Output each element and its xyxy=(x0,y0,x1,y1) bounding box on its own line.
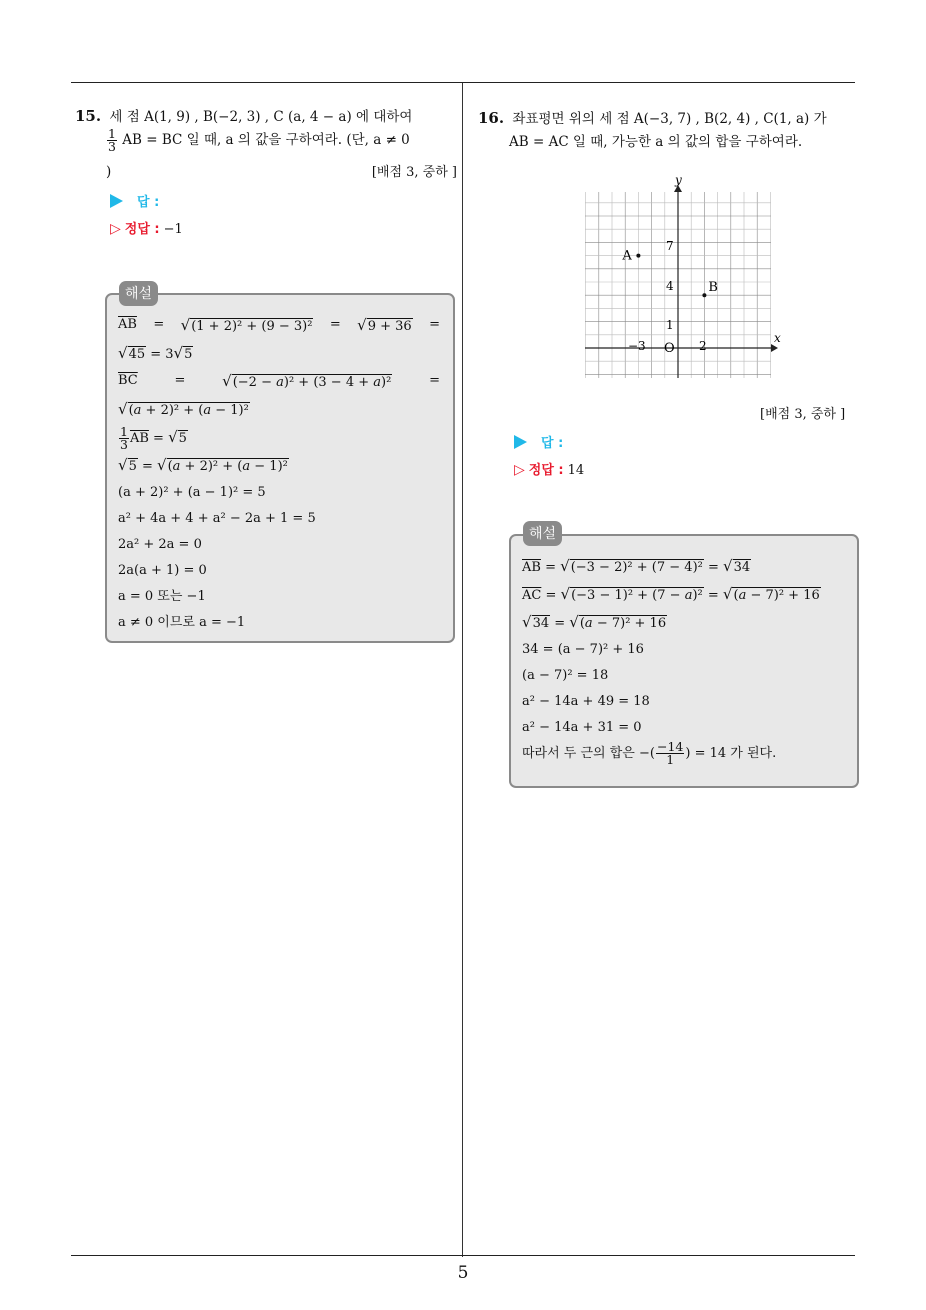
solution-line: $\overline{AC} = √(-3 - 1)^2 + (7 - a)^2 = √(a - 7)^2 + 16$ xyxy=(522,585,820,603)
solution-line: a² + 4a + 4 + a² − 2a + 1 = 5 xyxy=(118,511,316,526)
x-axis xyxy=(585,344,778,352)
bottom-rule xyxy=(71,1255,855,1256)
tick-label-x-neg3: −3 xyxy=(628,339,646,353)
correct-label: 정답 : xyxy=(528,463,564,478)
question-condition: AB = BC 일 때, a 의 값을 구하여라. (단, a ≠ 0 xyxy=(122,132,410,148)
coordinate-graph xyxy=(575,172,785,382)
tick-label-y-4: 4 xyxy=(666,279,674,293)
point-label-b: B xyxy=(708,280,718,296)
solution-line: $\overline{AB}$ = √(1 + 2)² + (9 − 3)² = √9 + 36 = xyxy=(118,316,440,334)
answer-label: 답 : xyxy=(137,195,160,210)
solution-line: $\overline{AB} = √(-3 - 2)^2 + (7 - 4)^2 = √34$ xyxy=(522,557,751,575)
answer-label: 답 : xyxy=(541,436,564,451)
page-number: 5 xyxy=(457,1263,469,1283)
solution-line: (a − 7)² = 18 xyxy=(522,668,609,683)
correct-answer-row xyxy=(514,459,584,478)
solution-line: 2a(a + 1) = 0 xyxy=(118,563,207,578)
solution-line: $\frac{1}{3}$ $\overline{AB} = √5$ xyxy=(120,424,187,452)
question-number: 16. xyxy=(478,109,505,127)
question-text-line1: 세 점 A(1, 9) , B(−2, 3) , C (a, 4 − a) 에 대하여 xyxy=(109,109,413,125)
solution-line: a² − 14a + 49 = 18 xyxy=(522,694,650,709)
score-label: [배점 3, 중하 ] xyxy=(760,407,846,422)
correct-label: 정답 : xyxy=(124,222,160,237)
solution-line: √(a + 2)² + (a − 1)² xyxy=(118,400,249,418)
play-icon xyxy=(514,435,527,449)
y-axis xyxy=(674,185,682,378)
y-axis-label: y xyxy=(675,173,682,187)
solution-line: (a + 2)² + (a − 1)² = 5 xyxy=(118,485,266,500)
point-a xyxy=(636,254,640,258)
point-b xyxy=(702,293,706,297)
question-number: 15. xyxy=(75,107,102,125)
point-label-a: A xyxy=(622,248,632,264)
origin-label: O xyxy=(664,341,675,356)
solution-body xyxy=(118,312,440,636)
answer-row[interactable] xyxy=(110,191,159,210)
outline-triangle-icon: ▷ xyxy=(110,221,121,237)
top-rule xyxy=(71,82,855,83)
correct-answer-row xyxy=(110,218,183,237)
score-label: [배점 3, 중하 ] xyxy=(371,165,457,180)
solution-line: 34 = (a − 7)² + 16 xyxy=(522,642,644,657)
question-text-line1: 좌표평면 위의 세 점 A(−3, 7) , B(2, 4) , C(1, a) 가 xyxy=(512,111,827,127)
x-axis-label: x xyxy=(774,331,781,345)
tick-label-y-7: 7 xyxy=(666,239,674,253)
play-icon xyxy=(110,194,123,208)
solution-tag: 해설 xyxy=(119,281,158,306)
tick-label-y-1: 1 xyxy=(666,318,674,332)
outline-triangle-icon: ▷ xyxy=(514,462,525,478)
correct-value: −1 xyxy=(163,222,183,237)
answer-row[interactable] xyxy=(514,432,563,451)
solution-line: 따라서 두 근의 합은 −( $\frac{-14}{1}$ ) = 14 가 된다. xyxy=(522,739,777,767)
column-divider xyxy=(462,83,463,1257)
solution-line: a = 0 또는 −1 xyxy=(118,589,206,604)
solution-line: √5 = √(a + 2)² + (a − 1)² xyxy=(118,456,288,474)
tick-label-x-2: 2 xyxy=(699,339,707,353)
correct-value: 14 xyxy=(567,463,585,478)
solution-line: √34 = √(a − 7)² + 16 xyxy=(522,613,667,631)
solution-body xyxy=(522,553,848,767)
question-close-paren: ) xyxy=(106,164,112,180)
solution-line: a ≠ 0 이므로 a = −1 xyxy=(118,615,246,630)
solution-line: √45 = 3√5 xyxy=(118,344,193,362)
solution-line: a² − 14a + 31 = 0 xyxy=(522,720,642,735)
solution-tag: 해설 xyxy=(523,521,562,546)
solution-line: $\overline{BC}$ = √(−2 − a)² + (3 − 4 + a)² = xyxy=(118,372,440,390)
solution-line: 2a² + 2a = 0 xyxy=(118,537,202,552)
fraction-one-third: $\frac{1}{3}$ xyxy=(108,126,116,154)
question-text-line2: AB = AC 일 때, 가능한 a 의 값의 합을 구하여라. xyxy=(509,134,803,150)
